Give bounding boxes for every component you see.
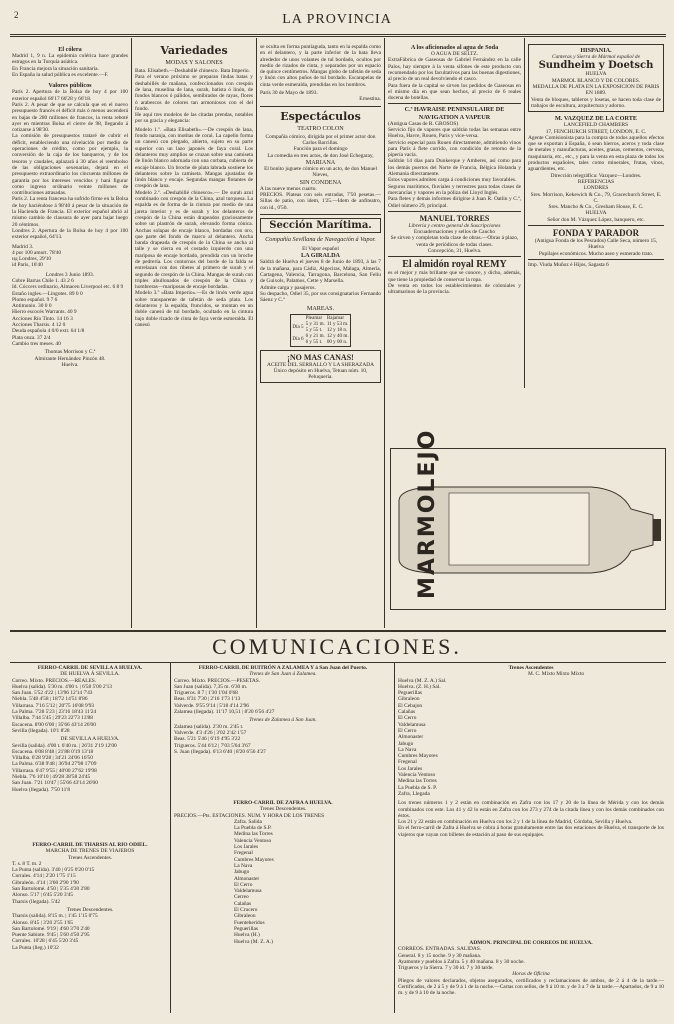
- timetable-row: Tharsis (salida). 8'15 m. | 1'45 1'15 0'75: [12, 913, 98, 920]
- zafra-asc-stations: [398, 678, 664, 798]
- timetable-row: San Bartolomé. 9'19 | 4'60 3'70 2'40: [12, 925, 90, 932]
- buitron-rows-return: [174, 724, 392, 755]
- values-text: París 2. Apertura de la Bolsa de hoy 4 por 100 exterior español 66'17 66'28 y 66'18. París 2. A pesar de que se calcula que en el nuevo presupuesto francés el déficit más ó menos ascenderá en bajas de 280 millones de francos, la renta reboté ayer en mientras Bolsa el cierre de 98, llegando á cotizarse á 98'30. La comisión de presupuestos trataré de cubrir el déficit, estableciendo una nivelación por medio de operaciones de crédito, como por ejemplo, la conversión de la caja de los banqueros, y de los tesoros y caudales, aplazará á 30 años el reembolso de las obligaciones sexenarias, dejará en el presupuesto extraordinario los cincuenta millones de garantía por los intereses vencidos y hará figurar como ingreso ordinario veinte millones de contribuciones atrasadas. París 2. La renta francesa ha sufrido firme en la Bolsa de hoy haciéndose á 98'40 á pesar de la situación de la Hacienda de Francia. El exterior español abrió al mismo cambio de clausura de ayer para bajar luego 20 céntimos. Londres 2. Apertura de la Bolsa de hoy 4 por 100 exterior español, 64'13.: [12, 89, 129, 241]
- tharsis-sub2: Trenes Descendentes.: [66, 906, 114, 913]
- variedades-heading: Variedades: [160, 44, 228, 57]
- zafra-header: PRECIOS.—Pts. ESTACIONES. NUM. Y HORA DE LOS TRENES: [174, 812, 325, 819]
- correos-title: ADMON. PRINCIPAL DE CORREOS DE HUELVA.: [469, 940, 593, 946]
- timetable-row: Zalamea (llegada). 11'17 10,51 | 8'20 6'56 4'27: [174, 709, 275, 716]
- station-row: Valencia Ventoso: [234, 837, 272, 844]
- col5: [528, 44, 664, 268]
- tharsis-sub: MARCHA DE TRENES DE VIAJEROS Trenes Ascendentes.: [45, 848, 135, 861]
- station-row: Calañas: [234, 900, 252, 907]
- station-row: Jabugo: [398, 740, 414, 747]
- station-row: La Nava: [234, 862, 253, 869]
- play-prices: A las nueve menos cuarto. PRECIOS. Plateas con seis entradas, 7'50 pesetas.—Sillas de patio, con idem, 1'25.—Idem de anfiteatro, con id., 0'50.: [260, 185, 381, 211]
- sevilla-rows: [12, 684, 168, 734]
- station-row: Gibraleon: [234, 913, 256, 920]
- variedades-cont: se oculta en forma puntiaguda, tanto en la espalda como en el delantero, y la parte inferior de la bata lleva alrededor de unos volantes de tul bordado, ocultos por medio de rizados de cinta, y separados por un espacio de quince centímetros. Mangas globo de tafetán de seda y linón con altos puños de tul bordado. Escarapelas de cinta verde esmeralda, prendidas en los hombros.: [260, 44, 381, 88]
- timetable-row: San Juan. 7'21 10'47 | 55'66 43'14 26'00: [12, 780, 98, 787]
- hispania-company: Canteras y Sierra de Mármol español de: [551, 54, 641, 61]
- timetable-row: Tharsis (llegada). 5'42: [12, 898, 61, 905]
- zafra-note: Los trenes números 1 y 2 están en combinación en Zafra con los 17 y 20 de la línea de Mérida y con los demás combinados con este. Los 41 y 42 lo están en Zafra con los 273 y 274 de la citada línea y con los demás combinados con éstos. Los 21 y 22 están en combinación en Huelva con los 2 y 1 de la línea de Madrid, Córdoba, Sevilla y Huelva. En el ferro-carril de Zafra á Huelva se cobra á horas gratuitamente entre las dos estaciones de Huelva, el transporte de los viajeros que vayan con billetes de estación al paso de sus equipajes.: [398, 800, 664, 838]
- station-row: Huelva (H.): [234, 932, 260, 939]
- timetable-row: Villarrasa. 7'16 5'12 | 20'75 16'08 9'93: [12, 702, 95, 709]
- canas-title: ¡NO MAS CANAS!: [287, 352, 354, 362]
- corte-title: M. VAZQUEZ DE LA CORTE: [555, 115, 637, 123]
- zafra-railway: [174, 800, 392, 945]
- tharsis-rows: [12, 867, 168, 905]
- sevilla-rows-return: [12, 743, 168, 793]
- london-heading: Londres 3 Junio 1893.: [45, 271, 95, 278]
- timetable-row: Valverde. 9'55 9'14 | 5'18 4'14 2'96: [174, 702, 249, 709]
- play2-title: SIN CONDENA: [299, 178, 342, 186]
- ship-intro: El Vapor español: [302, 246, 339, 253]
- station-row: Medina las Torres: [398, 778, 437, 785]
- correos-header: CORREOS. ENTRADAS. SALIDAS.: [398, 946, 482, 953]
- station-row: Los Jarales: [234, 844, 259, 851]
- timetable-row: S. Juan (llegada). 6'13 6'40 | 8'20 6'56 4'27: [174, 748, 266, 755]
- hispania-city: HUELVA: [585, 71, 607, 78]
- corte-address: Dirección telegráfica: Vazquez—Londres. REFERENCIAS LONDRES Sres. Morrison, Kekewich & Co., 79, Gracechurch Street, E. C. Sres. Mancho & Co., Gresham House, E. C. HUELVA Señor don M. Vázquez López, banquero, etc.: [530, 172, 662, 223]
- remy-text: es el mejor y más brillante que se conoce, y dicho, además, que tiene la propiedad de conservar la ropa. De venta en todos los establecimientos de coloniales y ultramarinos de la provincia.: [388, 270, 521, 296]
- torres-sub: Librería y centro general de Suscripciones: [408, 222, 501, 229]
- hispania-sales: Venta de bloques, tableros y losetas, se hacen toda clase de trabajos de escultura, arquitectura y adorno.: [531, 96, 661, 109]
- canas-ad: [260, 350, 381, 384]
- timetable-row: Villarrasa. 6'47 9'55 | 40'00 27'62 19'98: [12, 767, 97, 774]
- buitron-railway: [174, 665, 392, 755]
- corte-text: Agente Comisionista para la compra de todos aquellos efectos que se exportan á España, ó sean hierros, aceros y toda clase de metales y manufacturas, aceites, grasas, cementos, cerveza, maquinaria, etc., etc., y para la venta en esta plaza de todos los productos españoles, tales como minerales, frutas, vinos, aguardientes, etc.: [528, 134, 664, 173]
- sevilla-header: Correo. Mixto. PRECIOS.—REALES.: [12, 677, 97, 684]
- timetable-row: La Palma. 6'38 9'48 | 36'94 27'98 17'09: [12, 761, 97, 768]
- cholera-text: Madrid 1, 9 n. La epidemia colérica hace grandes estragos en la Turquía asiática. En Francia mejora la situación sanitaria. En España la salud pública es excelente.—F.: [12, 53, 128, 78]
- zafra-ascending: [398, 665, 664, 838]
- sevilla-sub2: DE SEVILLA A HUELVA.: [60, 736, 120, 743]
- timetable-row: Huelva (salida). 5'30 m. 4'00 t. | 6'58 5'00 2'13: [12, 683, 112, 690]
- tide-cell: 6 y 55 t.: [305, 339, 323, 346]
- masthead-rule: [10, 34, 666, 35]
- buitron-header: Correo. Mixto. PRECIOS.—PESETAS.: [174, 677, 261, 684]
- ship-name: LA GIRALDA: [300, 252, 341, 260]
- timetable-row: La Punta (salida). 3'40 | 0'25 0'20 0'15: [12, 867, 95, 874]
- imprenta: Imp. Viuda Muñoz é Hijos, Sagasta 6: [528, 261, 609, 268]
- corte-sub: LANCEFIELD CHAMBERS 17, FENCHURCH STREET, LONDON, E. C.: [545, 122, 647, 135]
- timetable-row: Villalba. 6'28 9'28 | 34'21 24'06 16'50: [12, 755, 93, 762]
- station-row: Gibraleon: [398, 696, 420, 703]
- sevilla-railway: [12, 665, 168, 793]
- station-row: La Puebla de S.P.: [234, 825, 272, 832]
- timetable-row: San Juan. 5'52 4'22 | 13'96 12'14 7'43: [12, 690, 93, 697]
- havraise-text: (Antigua Casas de R. GROSOS) Servicio fijo de vapores que saldrán todas las semanas entre Huelva, Havre, Rouen, Paris y vice-versa. Servicio especial para Rouen directamente, admitiendo vinos para París á flete corrido, con condición de retorno de la pipería vacía. Saldrán 14 días para Dunkerque y Amberes, así como para los demás puertos del Norte de Francia, Bélgica Holanda y Alemania directamente. Estos vapores admiten carga á condiciones muy favorables. Seguros marítimos, fluviales y terrestres para todas clases de mercancías y vapores en la póliza del Lloyd Inglés. Para fletes y demás informes dirigirse á Juan R. Oatlin y C.ª, Odiel número 29, principal.: [388, 120, 521, 209]
- station-row: El Cerro: [398, 727, 417, 734]
- station-row: El Cebajon: [398, 702, 423, 709]
- timetable-row: Corrales. 4'14 | 2'20 1'75 1'15: [12, 873, 76, 880]
- canas-sub: ACEITE DEL SERRALLO Y LA SHERAZADA: [266, 361, 375, 368]
- tides-col-pleamar: Pleamar: [305, 314, 323, 321]
- station-row: Jabugo: [234, 869, 250, 876]
- timetable-row: Niebla. 7'6 10'10 | 49'28 38'58 24'45: [12, 774, 91, 781]
- correos-rows: [398, 953, 664, 972]
- buitron-rows: [174, 684, 392, 715]
- timetable-row: Escacena. 8'00 6'00 | 35'66 43'14 26'00: [12, 721, 96, 728]
- col3: [260, 44, 381, 383]
- station-row: Almonaster: [234, 875, 260, 882]
- play-text: El bonito juguete cómico en un acto, de don Manuel Nieves,: [264, 166, 377, 179]
- station-row: Valdelamusa: [398, 721, 426, 728]
- timetable-row: Escacena. 6'08 8'48 | 21'88 0'19 13'18: [12, 748, 94, 755]
- hispania-ad: [528, 44, 664, 112]
- station-row: Los Jarales: [398, 765, 423, 772]
- station-row: Cumbres Mayores: [398, 753, 438, 760]
- market-prices: Cobre Barras Chile 1. 43 2 6 Id. Cóccers ordinario, Almacen Liverpool etc. 6 8 9 Estaño ingles.—Lingotes. 89 0 0 Plomo español. 9 7 6 Antimonio. 30 0 0 Hierro escocés Warrants. 40 9 Acciones Río Tinto. 14 16 3 Acciones Tharsis. 4 12 0 Deuda española 4 0/0 extr. 64 1/8 Plata onza. 37 2/4 Cambio tres meses. 40: [12, 277, 124, 347]
- station-row: Valdelamusa: [234, 888, 262, 895]
- hispania-name: Sundheim y Doetsch: [538, 60, 654, 72]
- mail-row: General. 8 y 15 noche. 9 y 30 mañana.: [398, 952, 482, 959]
- timetable-row: Sevilla (llegada). 10'1 8'28: [12, 727, 70, 734]
- tharsis-header: T. s. 8 T. m. 2: [12, 860, 42, 867]
- timetable-row: Huelva (llegada). 7'50 11'8: [12, 786, 71, 793]
- masthead-title: LA PROVINCIA: [282, 12, 392, 27]
- station-row: Cumbres Mayores: [234, 856, 274, 863]
- tides-table: [290, 314, 350, 347]
- espectaculos-heading: Espectáculos: [280, 109, 361, 123]
- tides-heading: MAREAS.: [306, 305, 335, 313]
- variedades-author: Ernestina.: [359, 96, 381, 103]
- station-row: El Cerro: [234, 881, 253, 888]
- col4: [388, 44, 521, 295]
- comunicaciones-heading: COMUNICACIONES.: [212, 634, 462, 659]
- hispania-title: HISPANIA.: [580, 47, 612, 54]
- timetable-row: La Palma. 7'28 5'23 | 23'16 18'43 11'24: [12, 709, 97, 716]
- havraise-title: C.ª HAVRAISE PENINSULAIRE DE NAVIGATION A VAPEUR: [404, 106, 505, 121]
- station-row: La Puebla de S. P.: [398, 784, 437, 791]
- station-row: Fregenal: [398, 759, 417, 766]
- timetable-row: Valverde. 4'3 4'26 | 3'02 2'42 1'57: [174, 729, 247, 736]
- correos: [398, 940, 664, 997]
- tide-cell: 12 y 40 m.: [326, 333, 349, 340]
- timetable-row: Gibraleón. 4'14 | 3'60 2'90 1'90: [12, 879, 79, 886]
- zafra-asc-sub: Trenes Ascendentes: [508, 665, 554, 671]
- station-row: Calañas: [398, 709, 416, 716]
- fonda-sub: (Antigua Fonda de los Pescados) Calle Seca, número 15, Huelva: [534, 238, 658, 251]
- maritime-heading: Sección Marítima.: [260, 218, 381, 233]
- zafra-title: FERRO-CARRIL DE ZAFRA A HUELVA.: [233, 800, 333, 806]
- station-row: El Crucero: [234, 907, 258, 914]
- maritime-company: Compañía Sevillana de Navegación á Vapor.: [265, 235, 376, 243]
- buitron-sub: Trenes de San Juan á Zalamea.: [249, 671, 317, 678]
- timetable-row: Villalba. 7'44 5'45 | 29'23 22'73 13'88: [12, 715, 93, 722]
- station-row: Fuenteheridos: [234, 919, 265, 926]
- mail-row: Trigueros y la Sierra. 7 y 30 id. 7 y 30 tarde.: [398, 965, 494, 972]
- station-row: La Nava: [398, 746, 417, 753]
- soda-title: A los aficionados al agua de Soda: [410, 44, 499, 51]
- col2: [135, 44, 253, 328]
- marmolejo-ad: [390, 428, 666, 610]
- play-title: MARIANA: [305, 158, 336, 166]
- tide-cell: 12 y 18 n.: [326, 326, 348, 333]
- soda-text: ExtraFábrica de Gaseosas de Gabriel Fernández en la calle Palos, hay siempre á la venta sifones de este producto con recomendado por los facultativos para las buenas digestiones, al precio de un real devolviendo el casco. Para fuera de la capital se sirven los pedidos de Gaseosas en el mismo día en que sean hechos, al precio de 6 reales docena de botellas.: [388, 57, 521, 102]
- timetable-row: Beas. 8'31 7'30 | 2'16 1'73 1'13: [174, 696, 241, 703]
- values-heading: Valores públicos: [48, 82, 92, 90]
- variedades-text-1: Bata. Elisabeth.—Deshabillé chinesco. Bata Imperio. Para el verano próximo se preparan lindas batas y deshabillés de mañana, confeccionados con crespón de lana, muselina de lana, surah, batista ó linón, de fondos blancos ó pálidos, semibrados de rayas, flores ó arabescos de colores tan armoniosos con el del fondo. He aquí tres modelos de las citadas prendas, notables por su gracia y elegancia:: [135, 68, 253, 125]
- madrid-quotes: Madrid 3. 4 por 100 amort. 78'40 ид Londres, 29'10 id París, 16'40: [12, 243, 62, 269]
- station-row: Valencia Ventoso: [398, 772, 436, 779]
- station-row: Zafra, Llegada: [398, 790, 430, 797]
- sevilla-title: FERRO-CARRIL DE SEVILLA A HUELVA.: [37, 665, 143, 671]
- correos-hours-title: Horas de Oficina: [512, 971, 550, 978]
- station-row: Medina las Torres: [234, 831, 273, 838]
- tharsis-rows-return: [12, 913, 168, 951]
- station-row: Cerreo: [234, 894, 249, 901]
- tide-cell: 6 y 21 m.: [305, 333, 325, 340]
- timetable-row: Corrales. 10'28 | 6'45 5'20 3'45: [12, 938, 79, 945]
- tides-day: Día 6: [292, 336, 304, 343]
- torres-text: Encuadernaciones y sellos de Caucho Se sirven y completan toda clase de obras.—Obras á plazo, venta de periódicos de todas clases. Concepción, 31, Huelva.: [390, 229, 519, 254]
- remy-title: El almidón royal REMY: [402, 259, 507, 271]
- station-row: Zafra. Salida: [234, 818, 262, 825]
- station-row: Peguerillas: [398, 690, 422, 697]
- zafra-sub: Trenes Descendentes.: [259, 806, 307, 813]
- zafra-stations: [174, 819, 392, 945]
- soda-sub: O AGUA DE SELTZ.: [430, 51, 479, 58]
- hispania-medal: MEDALLA DE PLATA EN LA EXPOSICION DE PARIS EN 1889.: [532, 83, 660, 97]
- variedades-sub: MODAS Y SALONES: [165, 59, 223, 66]
- station-row: Huelva (M. Z. A.): [234, 938, 273, 945]
- variedades-date: París 30 de Mayo de 1893.: [260, 90, 318, 97]
- timetable-row: Alonso. 5'17 | 6'45 5'20 3'45: [12, 892, 73, 899]
- tharsis-railway: [12, 842, 168, 951]
- timetable-row: Trigueros. 8 7 | 1'30 1'04 0'68: [174, 690, 238, 697]
- ship-text: Saldrá de Huelva el jueves 8 de Junio de 1893, á las 7 de la mañana, para Cádiz, Algeciras, Málaga, Almería, Cartagena, Valencia, Tarragona, Barcelona, San Feliu de Guixols, Palamos, Cette y Marsella. Admite carga y pasajeros. Su despacho, Odiel 35, por sus consignatarios Fernando Sáenz y C.ª: [260, 259, 381, 304]
- cholera-heading: El cólera: [58, 46, 82, 53]
- tharsis-title: FERRO-CARRIL DE THARSIS AL RIO ODIEL.: [32, 842, 148, 848]
- theatre-name: TEATRO COLON: [297, 124, 344, 132]
- station-row: Fregenal: [234, 850, 253, 857]
- timetable-row: Puente Sabiote. 9'45 | 5'60 4'50 2'95: [12, 932, 90, 939]
- timetable-row: Beas. 5'21 5'46 | 6'19 4'95 3'22: [174, 736, 241, 743]
- tide-cell: 5 y 31 m.: [305, 320, 325, 327]
- hispania-line: MARMOL BLANCO Y DE COLORES.: [551, 77, 641, 84]
- tide-cell: 11 y 53 m.: [326, 320, 349, 327]
- col1: [12, 46, 128, 368]
- fonda-text: Pupilajes económicos. Mucho aseo y esmerado trato.: [538, 250, 654, 257]
- timetable-row: Zalamea (salida). 2'30 m. 2'45 t.: [174, 723, 244, 730]
- canas-text: Único depósito en Huelva, Tetuan núm. 10, Peluquería.: [273, 367, 368, 381]
- zafra-asc-header: M. C. Mixto Mixto Mixto: [528, 671, 585, 678]
- variedades-text-2: Modelo 1.º. «Bata Elisabeth».—De crespón de lana, fondo naranja, con motitas de coral. La capelin forma un canesú con plegado, abierto, sujeto en su parte superior con un lazo japonés de faya coral. Los delanteros muy amplios se cruzan sobre una camiseta de linón blanco adornada con una corbata, cubierta de encaje blanco. Un broche de plata labrada sostiene los delanteros sobre la camiseta. Mangas ajustadas de linón blanco y encaje. Segundas mangas flotantes de crespón de lana. Modelo 2.º. «Deshabillé chinesco».— De surah azul combinado con crespón de la China, azul turquesa. La espalda es de forma de la cintura por medio de una jareta interior y es de surah y los delanteros de crespón de la China están drapeados graciosamente sobre un plastrón de surah, elevando forma cónica. Anchas solapas de encaje blanco, bordadas con oro, que parte del fondo de marco al delantero. Ancha banda drapeada de crespón de la China se ancha al talle y se cierra en el costado izquierdo con una mariposa de encaje bordado, prendida con un broche de pedrería. Los contornos del borde de la falda se entrelazan con dos ribetes al primero de surah y el segundo de crespón de la China. Mangas de surah con triples abullonados de crespón de la China y hombreras—mariposas de encaje bordadas. Modelo 3.º «Bata Imperio».—Es de linón verde agua sobre transparente de tafetán de seda plata. Los delanteros y la espalda, fruncidos, se montan en un doble canesú de tul bordado, ocultado en la cintura bajo doble rizado de cinta de faya verde esmeralda. El canesú: [135, 126, 253, 328]
- timetable-row: Trigueros. 5'44 6'12 | 7'03 5'64 3'67: [174, 742, 251, 749]
- timetable-row: La Punta (lleg.) 10'32: [12, 944, 59, 951]
- station-row: Huelva. (Z. H.) Sal.: [398, 683, 441, 690]
- market-signature: Thomas Morrison y C.ª Almirante Hernández Pinzón 48. Huelva.: [34, 349, 106, 368]
- fonda-title: FONDA Y PARADOR: [552, 228, 640, 239]
- timetable-row: Alonso. 8'45 | 3'20 2'55 1'65: [12, 919, 73, 926]
- page-number: 2: [14, 10, 19, 20]
- tide-cell: 5 y 55 t.: [305, 326, 323, 333]
- timetable-row: Sevilla (salida). 4'00 t. 6'40 m. | 26'31 2'19 12'00: [12, 742, 117, 749]
- theatre-text: Compañía cómico, dirigida por el primer actor don Carlos Barcillas. Función para el domingo La comedia en tres actos, de don José Echegaray,: [265, 133, 376, 159]
- mail-row: Ayamonte y pueblos á Zafra. 5 y 40 mañana. 8 y 30 noche.: [398, 958, 525, 965]
- tides-day: Día 5: [292, 323, 304, 330]
- station-row: El Cerro: [398, 715, 417, 722]
- timetable-row: Niebla. 5'48 4'58 | 18'72 14'51 8'86: [12, 696, 88, 703]
- buitron-sub2: Trenes de Zalamea á San Juan.: [249, 717, 317, 724]
- station-row: Peguerillas: [234, 925, 258, 932]
- torres-title: MANUEL TORRES: [419, 213, 490, 223]
- buitron-title: FERRO-CARRIL DE BUITRÓN A ZALAMEA Y á San Juan del Puerto.: [198, 665, 368, 671]
- timetable-row: San Juan (salida). 7,35 m. 6'30 m.: [174, 683, 248, 690]
- station-row: Almonaster: [398, 734, 424, 741]
- tide-cell: 00 y 00 n.: [326, 339, 348, 346]
- tides-col-bajamar: Bajamar: [326, 314, 345, 321]
- station-row: Huelva (M. Z. A.) Sal.: [398, 677, 447, 684]
- timetable-row: San Bartolomé. 4'50 | 5'35 4'30 2'80: [12, 886, 90, 893]
- sevilla-sub: DE HUELVA Á SEVILLA.: [60, 671, 120, 678]
- correos-hours: Pliegos de valores declarados, objetos asegurados, certificados y reclamaciones de ambos, de 2 á 4 de la tarde.—Certificados, de 2 á 5 y de 9 á 1 de la noche.—Cartas con sellos, de 9 á 10 m. y de 3 a 7 de la tarde.—Apartados, de 9 a 10 m. y de 9 á 10 de la noche.: [398, 977, 664, 997]
- bottle-brand: MARMOLEJO: [415, 428, 440, 599]
